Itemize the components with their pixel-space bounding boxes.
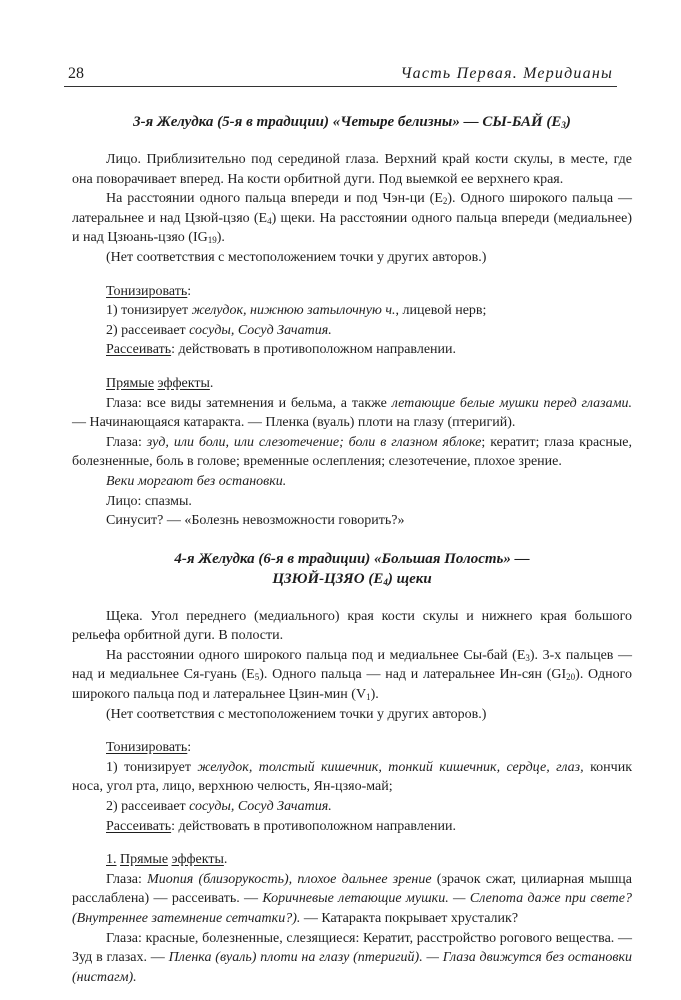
direct-effects-heading: Прямые эффекты.: [106, 375, 214, 391]
page-content: [72, 112, 632, 987]
tonify-heading: Тонизировать:: [106, 283, 192, 299]
tonify-item-1: 1) тонизирует желудок, нижнюю затылочную ч., лицевой нерв;: [106, 303, 487, 319]
tonify-item-1: 1) тонизирует желудок, толстый кишечник, тонкий кишечник, сердце, глаз, кончик носа, угол рта, лицо, верхнюю челюсть, Ян-цзяо-май;: [72, 759, 632, 795]
effect-paragraph: Глаза: зуд, или боли, или слезотечение; боли в глазном яблоке; кератит; глаза красные, болезненные, боль в голове; временные ослепления; слезотечение, плохое зрение.: [72, 434, 632, 470]
direct-effects-heading: 1. Прямые эффекты.: [106, 852, 228, 868]
effect-paragraph: Глаза: Миопия (близорукость), плохое дальнее зрение (зрачок сжат, цилиарная мышца расслаблена) — рассеивать. — Коричневые летающие мушки. — Слепота даже при свете? (Внутреннее затемнение сетчатки?). — Катаракта покрывает хрусталик?: [72, 871, 633, 926]
page-header: [64, 60, 617, 87]
tonify-heading: Тонизировать:: [106, 740, 192, 756]
section-title-ju-jiao: 4-я Желудка (6-я в традиции) «Большая Полость» — ЦЗЮЙ-ЦЗЯО $(Е_4)$ щеки: [174, 550, 530, 587]
effect-line: Синусит? — «Болезнь невозможности говорить?»: [106, 513, 405, 529]
page-number: 28: [68, 65, 84, 82]
effect-line: Лицо: спазмы.: [106, 493, 192, 509]
authors-note: (Нет соответствия с местоположением точки у других авторов.): [106, 706, 487, 722]
location-reference-paragraph: На расстоянии одного пальца впереди и под Чэн-ци $(Е_2)$. Одного широкого пальца — латеральнее и над Цзюй-цзяо $(Е_4)$ щеки. На расстоянии одного пальца впереди (медиальнее) и над Цзюань-цзяо $(IG_{19})$.: [72, 191, 632, 246]
effect-line: Веки моргают без остановки.: [106, 473, 287, 489]
authors-note: (Нет соответствия с местоположением точки у других авторов.): [106, 249, 487, 265]
tonify-item-2: 2) рассеивает сосуды, Сосуд Зачатия.: [106, 799, 332, 815]
location-paragraph: Лицо. Приблизительно под серединой глаза. Верхний край кости скулы, в месте, где она поворачивает вперед. На кости орбитной дуги. Под выемкой ее верхнего края.: [72, 152, 632, 187]
tonify-item-2: 2) рассеивает сосуды, Сосуд Зачатия.: [106, 322, 332, 338]
disperse-line: Рассеивать: действовать в противоположном направлении.: [106, 818, 457, 834]
section-title-si-bai: 3-я Желудка (5-я в традиции) «Четыре белизны» — СЫ-БАЙ $(Е_3)$: [133, 114, 571, 130]
effect-paragraph: Глаза: красные, болезненные, слезящиеся: Кератит, расстройство рогового вещества. — Зуд в глазах. — Пленка (вуаль) плоти на глазу (птеригий). — Глаза движутся без остановки (нистагм).: [72, 930, 632, 985]
running-title: Часть Первая. Меридианы: [400, 65, 613, 82]
location-paragraph: Щека. Угол переднего (медиального) края кости скулы и нижнего края большого рельефа орбитной дуги. В полости.: [72, 608, 632, 644]
disperse-line: Рассеивать: действовать в противоположном направлении.: [106, 342, 457, 358]
location-reference-paragraph: На расстоянии одного широкого пальца под и медиальнее Сы-бай $(Е_3)$. 3-х пальцев — над и медиальнее Ся-гуань $(Е_5)$. Одного пальца — над и латеральнее Ин-сян $(GI_{20})$. Одного широкого пальца под и латеральнее Цзин-мин $(V_1)$.: [72, 647, 632, 703]
effect-paragraph: Глаза: все виды затемнения и бельма, а также летающие белые мушки перед глазами. — Начинающаяся катаракта. — Пленка (вуаль) плоти на глазу (птеригий).: [72, 395, 632, 431]
